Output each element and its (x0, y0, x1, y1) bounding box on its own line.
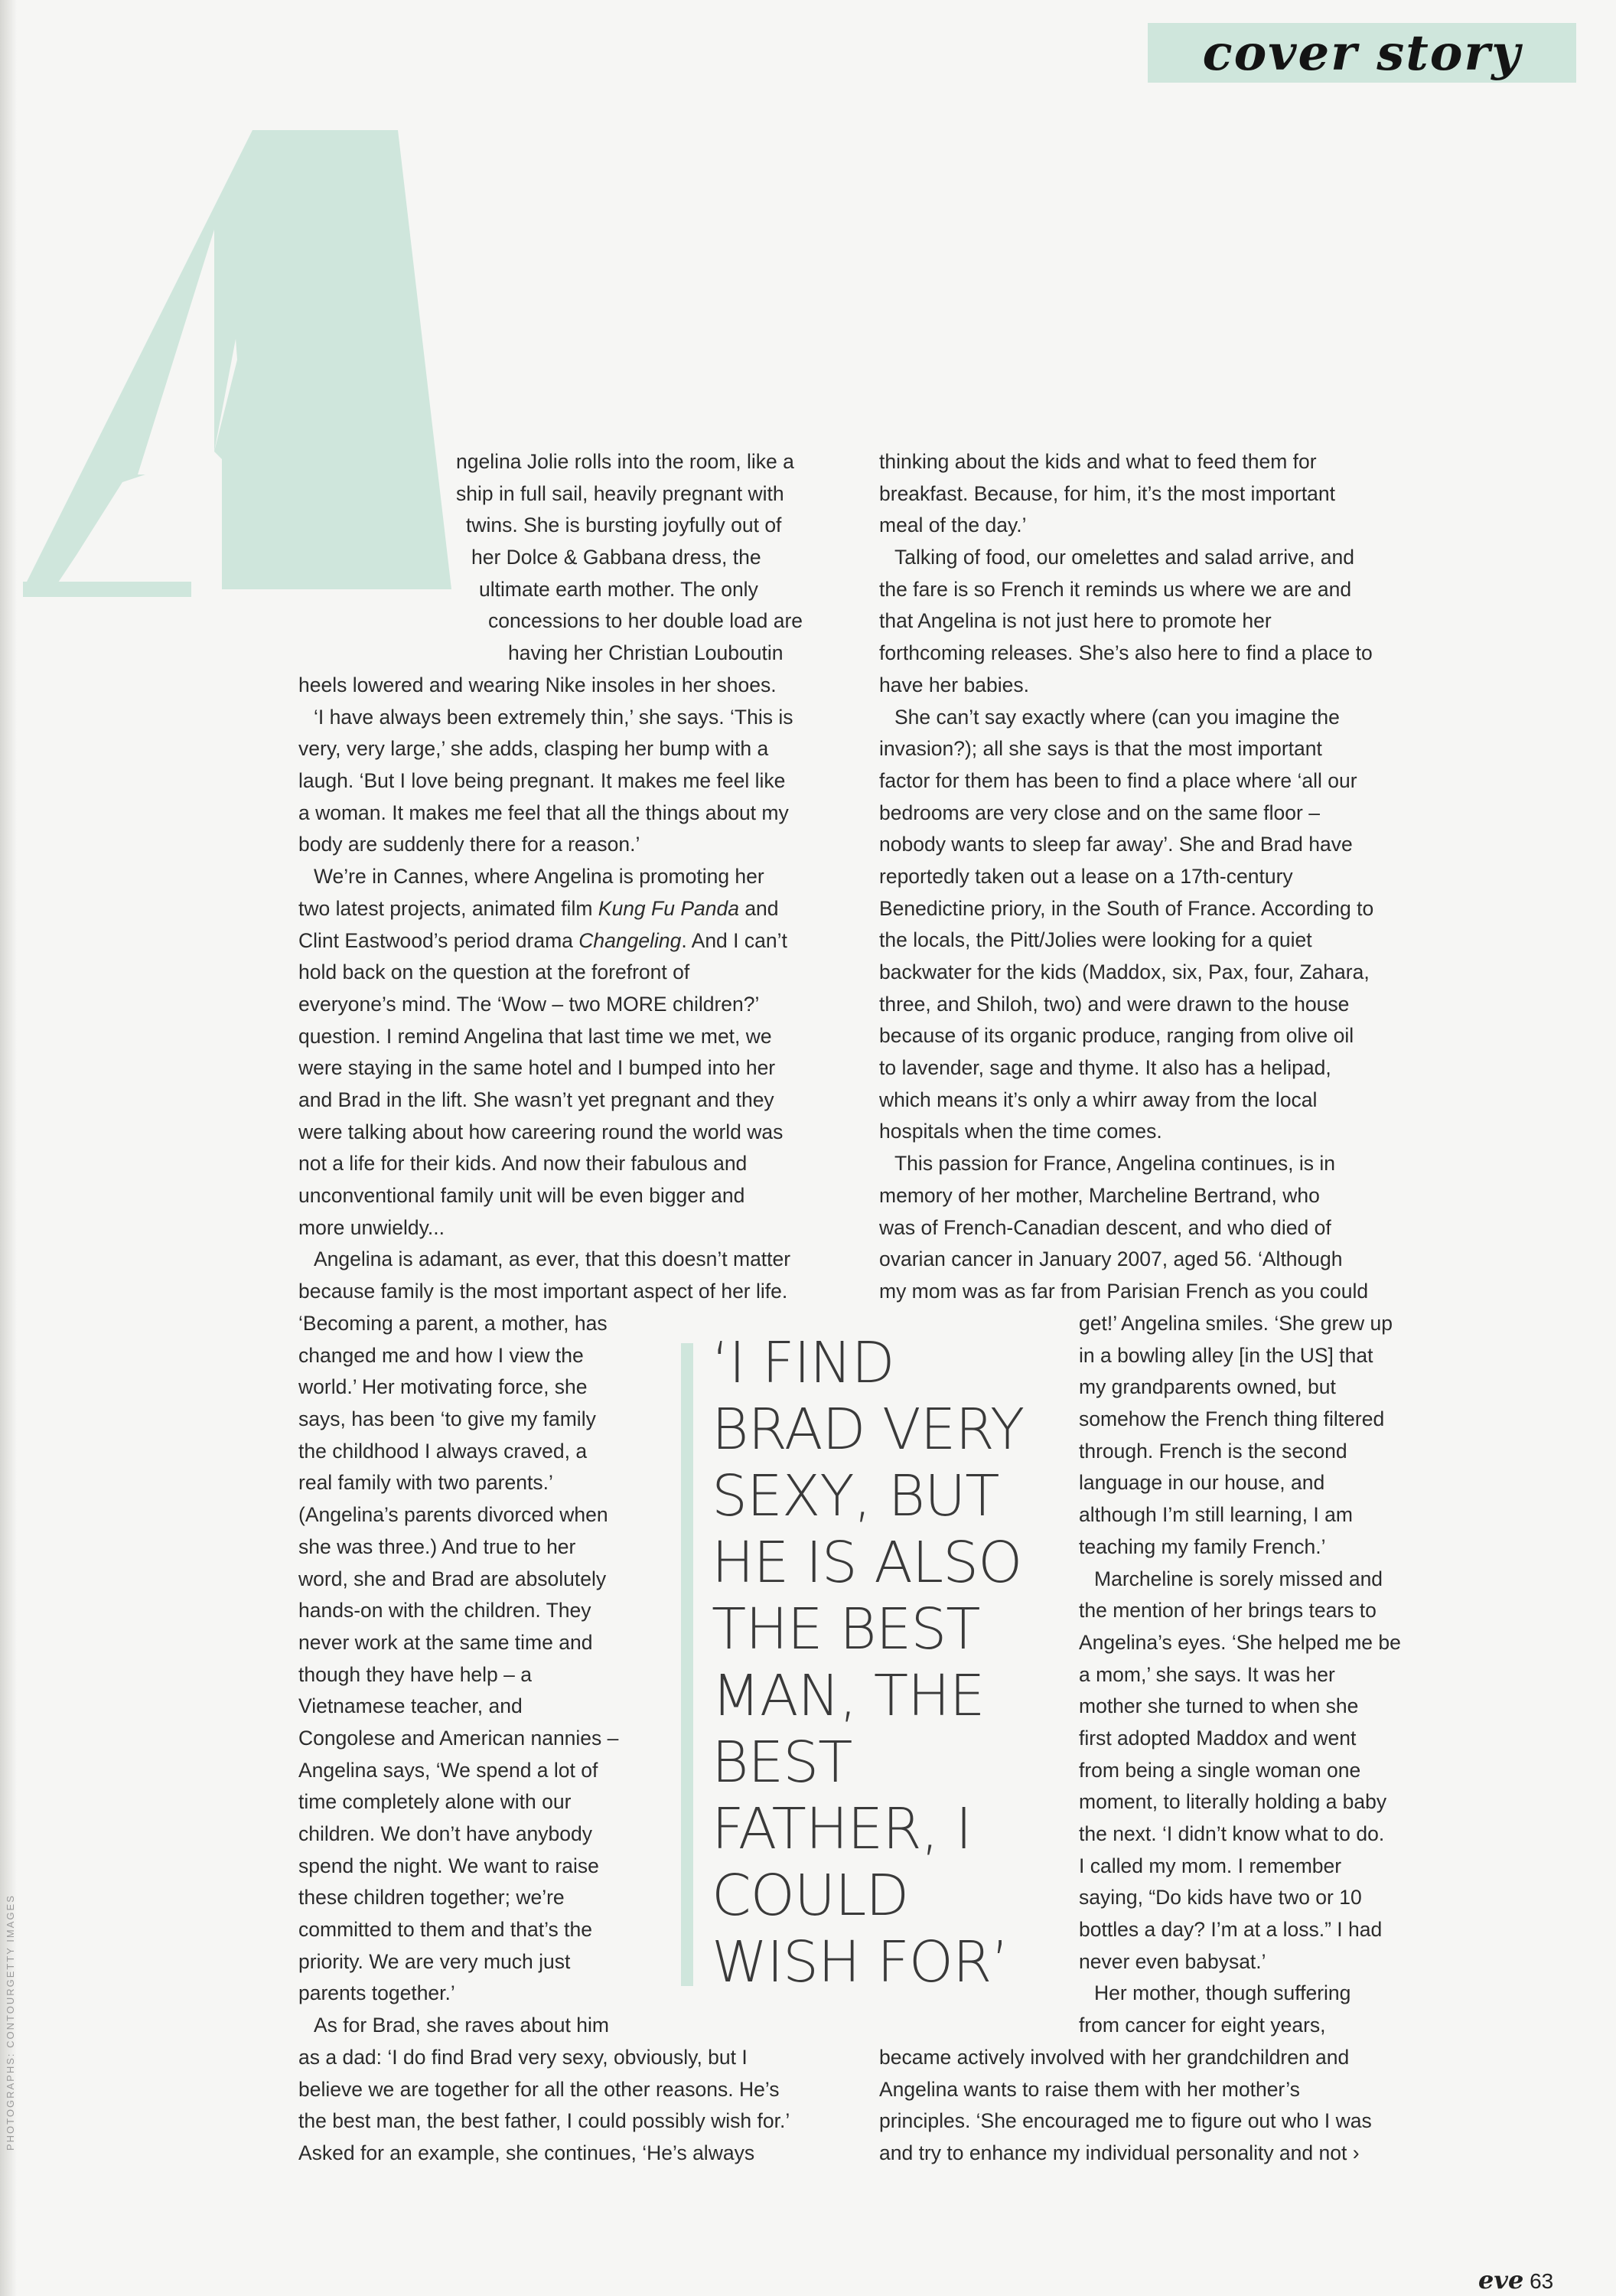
drop-cap-letter (23, 130, 482, 651)
text-line: moment, to literally holding a baby (1079, 1790, 1387, 1814)
text-line: As for Brad, she raves about him (314, 2014, 609, 2037)
pull-quote-line: SEXY, BUT (712, 1463, 999, 1529)
text-line: laugh. ‘But I love being pregnant. It makes me feel like (298, 769, 786, 793)
column-left-narrow (298, 1308, 618, 2042)
text-line: first adopted Maddox and went (1079, 1726, 1357, 1750)
text-line: the fare is so French it reminds us where we are and (879, 577, 1352, 601)
text-line: that Angelina is not just here to promote her (879, 609, 1272, 633)
text-run: two latest projects, animated film (298, 896, 598, 920)
text-line: Her mother, though suffering (1094, 1981, 1351, 2005)
text-line: ship in full sail, heavily pregnant with (456, 481, 784, 505)
text-line: not a life for their kids. And now their fabulous and (298, 1152, 748, 1176)
text-line: question. I remind Angelina that last time we met, we (298, 1024, 772, 1048)
pull-quote-line: BEST (712, 1730, 852, 1795)
text-line: a mom,’ she says. It was her (1079, 1662, 1335, 1686)
column-right-bottom (879, 2042, 1372, 2170)
text-line: real family with two parents.’ (298, 1471, 553, 1495)
text-line: the mention of her brings tears to (1079, 1599, 1377, 1623)
drop-cap-serif-left (23, 582, 191, 597)
text-line: have her babies. (879, 673, 1029, 696)
text-line: though they have help – a (298, 1662, 532, 1686)
text-line (298, 893, 793, 925)
drop-cap-right-stroke (214, 130, 451, 589)
text-line: unconventional family unit will be even bigger and (298, 1184, 745, 1207)
text-line: hospitals when the time comes. (879, 1120, 1162, 1143)
text-line: my grandparents owned, but (1079, 1375, 1336, 1399)
text-line: Angelina’s eyes. ‘She helped me be (1079, 1630, 1401, 1654)
text-line: word, she and Brad are absolutely (298, 1567, 607, 1590)
text-line: as a dad: ‘I do find Brad very sexy, obviously, but I (298, 2046, 748, 2069)
text-line: Congolese and American nannies – (298, 1726, 619, 1750)
text-line: her Dolce & Gabbana dress, the (471, 546, 761, 569)
page-footer (1478, 2265, 1553, 2294)
text-line: Talking of food, our omelettes and salad arrive, and (894, 546, 1355, 569)
text-line: the next. ‘I didn’t know what to do. (1079, 1822, 1385, 1845)
text-line: nobody wants to sleep far away’. She and Brad have (879, 833, 1353, 856)
text-line: the best man, the best father, I could possibly wish for.’ (298, 2109, 790, 2133)
text-line: world.’ Her motivating force, she (298, 1375, 588, 1399)
text-line: believe we are together for all the other reasons. He’s (298, 2077, 780, 2101)
text-line: I called my mom. I remember (1079, 1854, 1342, 1877)
pull-quote (712, 1330, 1064, 1996)
text-line: concessions to her double load are (488, 609, 803, 633)
pull-quote-line: THE BEST (712, 1596, 980, 1662)
text-line: and try to enhance my individual personality and not › (879, 2141, 1360, 2165)
text-line: to lavender, sage and thyme. It also has a helipad, (879, 1056, 1331, 1080)
text-line: (Angelina’s parents divorced when (298, 1503, 608, 1527)
text-line: bedrooms are very close and on the same floor – (879, 801, 1320, 824)
text-line: body are suddenly there for a reason.’ (298, 833, 640, 856)
text-line: saying, “Do kids have two or 10 (1079, 1886, 1362, 1910)
pull-quote-line: BRAD VERY (712, 1397, 1025, 1463)
magazine-logo: eve (1478, 2265, 1524, 2294)
text-line: changed me and how I view the (298, 1343, 584, 1367)
section-label (1148, 23, 1576, 83)
text-line: This passion for France, Angelina continues, is in (894, 1152, 1335, 1176)
text-line: thinking about the kids and what to feed them for (879, 450, 1317, 473)
text-line: the locals, the Pitt/Jolies were looking for a quiet (879, 928, 1312, 952)
text-line: ultimate earth mother. The only (479, 577, 758, 601)
text-line: were staying in the same hotel and I bumped into her (298, 1056, 776, 1080)
column-right-main (879, 446, 1373, 1308)
text-line: invasion?); all she says is that the most important (879, 737, 1322, 761)
text-line: priority. We are very much just (298, 1949, 571, 1973)
text-line: hands-on with the children. They (298, 1599, 591, 1623)
text-line: meal of the day.’ (879, 514, 1027, 537)
text-line: a woman. It makes me feel that all the things about my (298, 801, 789, 824)
column-right-narrow (1079, 1308, 1401, 2042)
text-line: from cancer for eight years, (1079, 2014, 1326, 2037)
text-line: everyone’s mind. The ‘Wow – two MORE children?’ (298, 992, 760, 1016)
page-number: 63 (1530, 2269, 1554, 2293)
column-left-top (456, 446, 803, 670)
text-line: children. We don’t have anybody (298, 1822, 593, 1845)
text-line: and Brad in the lift. She wasn’t yet pregnant and they (298, 1088, 774, 1111)
text-line: she was three.) And true to her (298, 1534, 576, 1558)
text-run: . And I can’t (681, 928, 787, 952)
text-line: factor for them has been to find a place where ‘all our (879, 768, 1357, 792)
text-line: through. French is the second (1079, 1439, 1347, 1463)
text-line: these children together; we’re (298, 1886, 565, 1910)
text-line: bottles a day? I’m at a loss.” I had (1079, 1918, 1383, 1942)
text-line: were talking about how careering round the world was (298, 1120, 784, 1143)
text-run: Clint Eastwood’s period drama (298, 928, 579, 952)
text-line: language in our house, and (1079, 1471, 1325, 1495)
text-line: my mom was as far from Parisian French as you could (879, 1279, 1369, 1303)
text-line: somehow the French thing filtered (1079, 1407, 1385, 1431)
pull-quote-line: FATHER, I (712, 1796, 972, 1862)
text-line (298, 925, 793, 957)
pull-quote-line: HE IS ALSO (712, 1530, 1022, 1596)
column-left-main (298, 670, 793, 1308)
text-line: three, and Shiloh, two) and were drawn to the house (879, 992, 1350, 1016)
text-line: very, very large,’ she adds, clasping her bump with a (298, 737, 769, 761)
text-line: breakfast. Because, for him, it’s the most important (879, 481, 1336, 505)
text-line: because of its organic produce, ranging from olive oil (879, 1024, 1354, 1048)
text-line: Angelina wants to raise them with her mother’s (879, 2077, 1300, 2101)
pull-quote-line: ‘I FIND (712, 1330, 894, 1396)
text-line: reportedly taken out a lease on a 17th-century (879, 864, 1293, 888)
text-line: although I’m still learning, I am (1079, 1503, 1353, 1527)
text-line: Marcheline is sorely missed and (1094, 1567, 1383, 1590)
text-line: never work at the same time and (298, 1630, 593, 1654)
text-line: spend the night. We want to raise (298, 1854, 599, 1877)
text-line: ngelina Jolie rolls into the room, like a (456, 450, 794, 473)
text-line: ‘Becoming a parent, a mother, has (298, 1312, 608, 1335)
text-line: never even babysat.’ (1079, 1949, 1266, 1973)
text-line: twins. She is bursting joyfully out of (466, 514, 782, 537)
film-title: Changeling (578, 928, 682, 952)
section-label-text: cover story (1202, 24, 1522, 82)
text-line: hold back on the question at the forefront of (298, 960, 690, 984)
text-line: which means it’s only a whirr away from the local (879, 1088, 1318, 1111)
text-line: more unwieldy... (298, 1215, 445, 1239)
pull-quote-line: MAN, THE (712, 1663, 985, 1729)
text-line: was of French-Canadian descent, and who died of (879, 1215, 1331, 1239)
text-line: memory of her mother, Marcheline Bertrand, who (879, 1183, 1320, 1207)
text-line: forthcoming releases. She’s also here to find a place to (879, 641, 1373, 665)
photo-credit: PHOTOGRAPHS: CONTOURGETTY IMAGES (5, 1894, 16, 2151)
text-line: because family is the most important aspect of her life. (298, 1280, 788, 1303)
text-line: parents together.’ (298, 1981, 455, 2005)
pull-quote-rule (681, 1343, 693, 1986)
pull-quote-line: COULD (712, 1863, 909, 1929)
text-line: ovarian cancer in January 2007, aged 56. ‘Although (879, 1247, 1343, 1271)
pull-quote-line: WISH FOR’ (712, 1929, 1008, 1995)
text-line: time completely alone with our (298, 1790, 572, 1814)
text-line: backwater for the kids (Maddox, six, Pax, four, Zahara, (879, 960, 1370, 983)
text-line: mother she turned to when she (1079, 1694, 1359, 1718)
text-line: Angelina says, ‘We spend a lot of (298, 1758, 598, 1782)
text-line: committed to them and that’s the (298, 1918, 592, 1942)
text-line: principles. ‘She encouraged me to figure out who I was (879, 2109, 1372, 2133)
text-line: heels lowered and wearing Nike insoles in her shoes. (298, 673, 777, 696)
text-line: She can’t say exactly where (can you imagine the (894, 705, 1340, 729)
text-line: Vietnamese teacher, and (298, 1694, 523, 1718)
text-line: from being a single woman one (1079, 1758, 1361, 1782)
text-line: Asked for an example, she continues, ‘He’s always (298, 2141, 755, 2165)
text-line: Angelina is adamant, as ever, that this doesn’t matter (314, 1247, 791, 1271)
text-line: teaching my family French.’ (1079, 1534, 1326, 1558)
film-title: Kung Fu Panda (598, 896, 739, 920)
text-line: Benedictine priory, in the South of France. According to (879, 896, 1374, 920)
text-line: the childhood I always craved, a (298, 1439, 588, 1463)
text-line: became actively involved with her grandchildren and (879, 2046, 1350, 2069)
column-left-bottom (298, 2042, 790, 2170)
text-line: ‘I have always been extremely thin,’ she says. ‘This is (314, 705, 793, 729)
text-run: and (738, 896, 779, 920)
text-line: says, has been ‘to give my family (298, 1407, 596, 1431)
text-line: in a bowling alley [in the US] that (1079, 1343, 1373, 1367)
text-line: get!’ Angelina smiles. ‘She grew up (1079, 1312, 1393, 1335)
text-line: having her Christian Louboutin (508, 641, 784, 665)
text-line: We’re in Cannes, where Angelina is promoting her (314, 865, 764, 889)
